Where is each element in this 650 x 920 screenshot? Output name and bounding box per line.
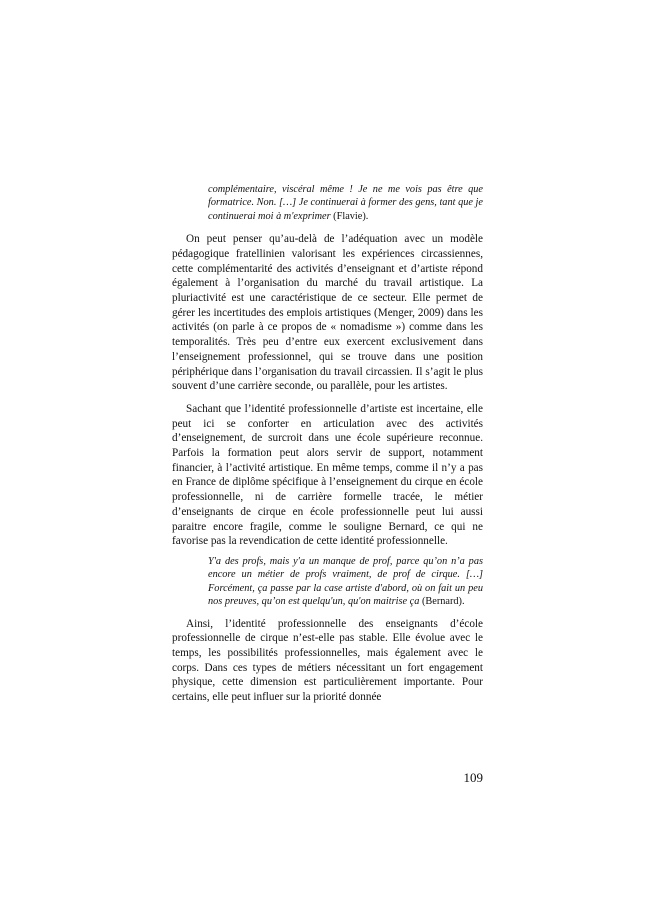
paragraph: Sachant que l’identité professionnelle d’artiste est incertaine, elle peut ici se conforter en articulation avec des activités d’enseignement, de surcroit dans une école supérieure reconnue. Parfois la formation peut alors servir de support, notamment financier, à l’activité artistique. En même temps, comme il n’y a pas en France de diplôme spécifique à l’enseignement du cirque en école professionnelle, ni de carrière formelle tracée, le métier d’enseignants de cirque en école professionnelle peut lui aussi paraitre encore fragile, comme le souligne Bernard, ce qui ne favorise pas la revendication de cette identité professionnelle. (172, 402, 483, 548)
paragraph: Ainsi, l’identité professionnelle des enseignants d’école professionnelle de cirque n’est-elle pas stable. Elle évolue avec le temps, les possibilités professionnelles, mais également avec le corps. Dans ces types de métiers nécessitant un fort engagement physique, cette dimension est particulièrement importante. Pour certains, elle peut influer sur la priorité donnée (172, 617, 483, 704)
quote-text: Y'a des profs, mais y'a un manque de prof, parce qu’on n’a pas encore un métier de profs vraiment, de prof de cirque. […] Forcément, ça passe par la case artiste d'abord, où on fait un peu nos preuves, qu’on est quelqu'un, qu'on maitrise ça (208, 555, 483, 608)
quote-source: (Bernard). (419, 596, 465, 608)
quote-text: complémentaire, viscéral même ! Je ne me vois pas être que formatrice. Non. […] Je continuerai à former des gens, tant que je continuerai moi à m'exprimer (208, 184, 483, 222)
block-quote-bernard (208, 555, 483, 609)
block-quote-flavie (208, 183, 483, 223)
quote-source: (Flavie). (330, 210, 369, 222)
page-number: 109 (463, 770, 483, 785)
page-body (172, 183, 483, 705)
paragraph: On peut penser qu’au-delà de l’adéquation avec un modèle pédagogique fratellinien valorisant les expériences circassiennes, cette complémentarité des activités d’enseignant et d’artiste répond également à l’organisation du marché du travail artistique. La pluriactivité est une caractéristique de ce secteur. Elle permet de gérer les incertitudes des emplois artistiques (Menger, 2009) dans les activités (on parle à ce propos de « nomadisme ») comme dans les temporalités. Très peu d’entre eux exercent exclusivement dans l’enseignement professionnel, qui se trouve dans une position périphérique dans l’organisation du travail circassien. Il s’agit le plus souvent d’une carrière seconde, ou parallèle, pour les artistes. (172, 233, 483, 393)
